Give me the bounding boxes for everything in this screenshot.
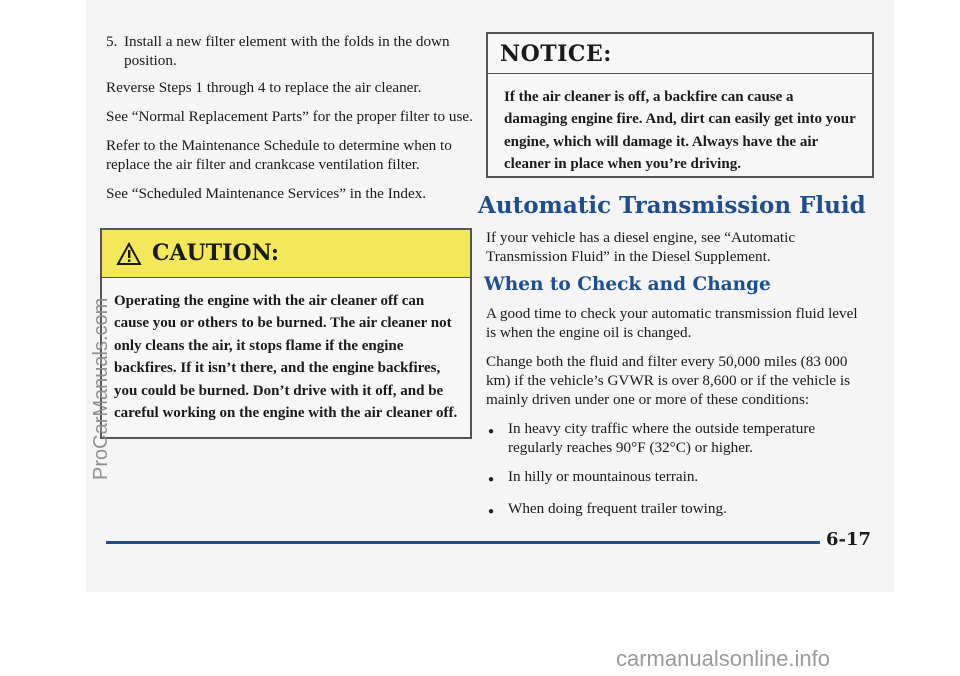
- bottom-watermark[interactable]: carmanualsonline.info: [616, 646, 831, 671]
- paragraph-reverse-steps: Reverse Steps 1 through 4 to replace the air cleaner.: [106, 79, 422, 96]
- list-item: [486, 419, 866, 457]
- list-item: [486, 467, 866, 489]
- paragraph-scheduled-services: See “Scheduled Maintenance Services” in the Index.: [106, 185, 427, 202]
- list-item-text: In hilly or mountainous terrain.: [508, 468, 699, 485]
- caution-header: [102, 230, 470, 278]
- paragraph-replacement-parts: See “Normal Replacement Parts” for the proper filter to use.: [106, 108, 473, 125]
- bullet-icon: ●: [488, 506, 495, 517]
- notice-box: [486, 32, 874, 178]
- step-number: 5.: [106, 33, 118, 50]
- list-item-text: When doing frequent trailer towing.: [508, 500, 727, 517]
- notice-title: NOTICE:: [488, 34, 872, 74]
- caution-box: [100, 228, 472, 439]
- bullet-icon: ●: [488, 426, 495, 437]
- bullet-icon: ●: [488, 474, 495, 485]
- subsection-heading: When to Check and Change: [484, 274, 771, 295]
- warning-triangle-icon: [116, 242, 142, 266]
- paragraph-diesel: If your vehicle has a diesel engine, see “Automatic Transmission Fluid” in the Diesel Supplement.: [486, 229, 796, 265]
- list-item-text: In heavy city traffic where the outside temperature regularly reaches 90°F (32°C) or higher.: [508, 420, 816, 456]
- check-change-content: [486, 304, 866, 531]
- notice-body: If the air cleaner is off, a backfire can cause a damaging engine fire. And, dirt can easily get into your engine, which will damage it. Always have the air cleaner in place when you’re driving.: [504, 89, 856, 173]
- paragraph-check: A good time to check your automatic transmission fluid level is when the engine oil is changed.: [486, 305, 858, 341]
- caution-body: Operating the engine with the air cleaner off can cause you or others to be burned. The air cleaner not only cleans the air, it stops flame if the engine backfires. If it isn’t there, and the engine backfires, you could be burned. Don’t drive with it off, and be careful working on the engine with the air cleaner off.: [114, 293, 458, 422]
- left-column: [106, 32, 478, 422]
- paragraph-maintenance-schedule: Refer to the Maintenance Schedule to determine when to replace the air filter and crankcase ventilation filter.: [106, 137, 452, 173]
- step-5: [106, 32, 478, 70]
- paragraph-change: Change both the fluid and filter every 50,000 miles (83 000 km) if the vehicle’s GVWR is over 8,600 or if the vehicle is mainly driven under one or more of these conditions:: [486, 353, 850, 408]
- page-number: 6-17: [826, 529, 872, 550]
- list-item: [486, 499, 866, 521]
- step-text: Install a new filter element with the folds in the down position.: [124, 33, 450, 69]
- caution-title: CAUTION:: [152, 240, 280, 266]
- section-heading: Automatic Transmission Fluid: [478, 192, 866, 219]
- side-watermark: ProCarManuals.com: [90, 297, 112, 480]
- footer-rule: [106, 541, 820, 544]
